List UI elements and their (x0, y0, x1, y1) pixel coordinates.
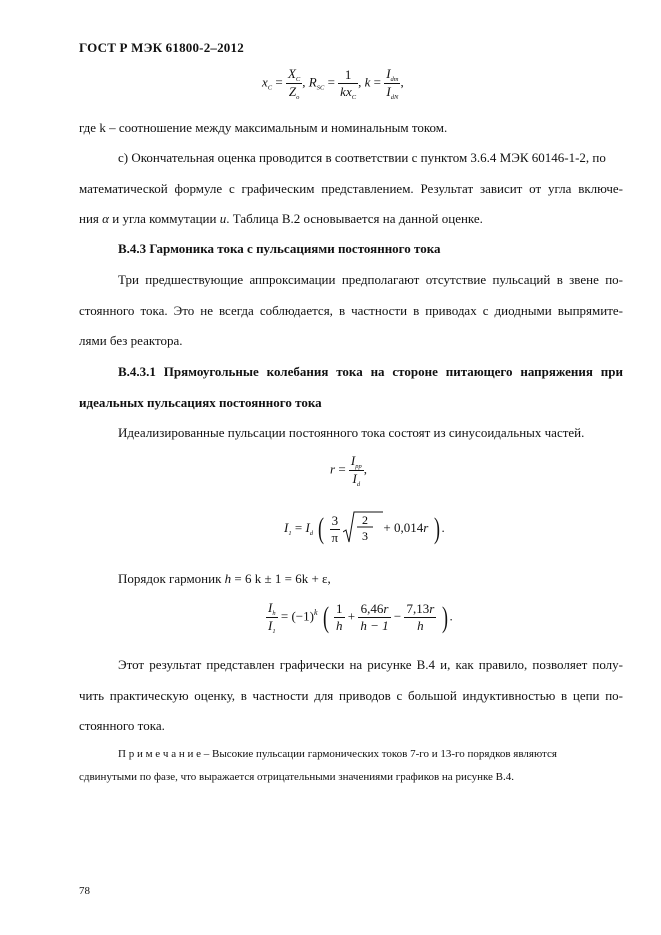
paragraph-result-line2: чить практическую оценку, в частности для приводов с большой индуктивностью в цепи по- (79, 688, 623, 703)
eq-sign: = (275, 74, 283, 90)
paragraph-three-line3: лями без реактора. (79, 333, 183, 348)
idn: I (386, 84, 391, 99)
right-paren: ) (441, 600, 448, 634)
three: 3 (362, 529, 369, 543)
idn-sub: dN (390, 94, 399, 101)
fraction-713 (404, 601, 436, 634)
text: ния (79, 211, 99, 226)
x-den-sub: C (351, 93, 357, 101)
alpha-symbol: α (102, 211, 109, 226)
formula-i1 (284, 510, 445, 548)
id-sub: d (309, 529, 314, 537)
r-fraction (349, 453, 364, 488)
idm: I (386, 66, 391, 81)
paragraph-order (118, 572, 331, 585)
sqrt-sign (343, 510, 383, 548)
id-sub: d (356, 481, 361, 488)
right-paren: ) (433, 512, 440, 545)
heading-b431-line2: идеальных пульсациях постоянного тока (79, 395, 322, 410)
k-exponent: k (313, 608, 318, 618)
num-646: 6,46 (360, 601, 384, 616)
paragraph-c-line2: математической формуле с графическим представлением. Результат зависит от угла включе- (79, 181, 623, 196)
xc-fraction (286, 66, 302, 101)
period: . (441, 519, 445, 535)
h: h (417, 618, 424, 633)
pi: π (331, 529, 339, 545)
text: = 6 k ± 1 = 6k + ε, (231, 571, 331, 586)
eq-sign: = (338, 461, 346, 477)
h: h (336, 618, 343, 633)
comma: , (302, 74, 306, 90)
eq-sign: = (294, 519, 303, 535)
paragraph-c-line1: c) Окончательная оценка проводится в соответствии с пунктом 3.6.4 МЭК 60146-1-2, по (118, 150, 606, 165)
paragraph-three-line1: Три предшествующие аппроксимации предполагают отсутствие пульсаций в звене по- (118, 272, 623, 287)
rsc-sub: SC (316, 84, 325, 92)
ih: I (268, 600, 273, 615)
two: 2 (362, 513, 369, 527)
three: 3 (330, 513, 341, 530)
note-label: П р и м е ч а н и е (118, 748, 201, 760)
i1-sub: 1 (272, 628, 276, 635)
x-den: x (345, 83, 352, 99)
eq-sign: = (373, 74, 381, 90)
period: . (449, 608, 453, 624)
ipp: I (350, 453, 356, 468)
note-text: – Высокие пульсации гармонических токов 7-го и 13-го порядков являются (203, 748, 557, 760)
rsc-fraction (338, 67, 358, 101)
comma: , (363, 461, 367, 477)
note-line1 (118, 749, 557, 760)
text: и угла коммутации (112, 211, 217, 226)
r-symbol: r (330, 461, 336, 477)
one: 1 (338, 67, 358, 84)
i1: I (268, 618, 273, 633)
three-over-pi (330, 513, 341, 546)
paragraph-k-definition: где k – соотношение между максимальным и номинальным током. (79, 120, 448, 135)
one: 1 (336, 601, 343, 616)
sqrt-icon (343, 510, 383, 544)
document-header: ГОСТ Р МЭК 61800-2–2012 (79, 40, 244, 55)
id: I (352, 471, 357, 486)
comma: , (400, 74, 404, 90)
rsc-symbol: R (308, 74, 317, 90)
paragraph-result-line3: стоянного тока. (79, 718, 165, 733)
paragraph-ideal: Идеализированные пульсации постоянного тока состоят из синусоидальных частей. (118, 425, 585, 440)
ih-sub: h (272, 610, 276, 617)
eq-sign: = (280, 608, 289, 624)
plus: + (347, 608, 356, 624)
minus-one: (−1) (291, 608, 314, 624)
plus-term: + 0,014 (383, 519, 424, 535)
h-minus-1: h − 1 (360, 618, 389, 633)
k-den: k (340, 83, 346, 99)
heading-b431-line1: В.4.3.1 Прямоугольные колебания тока на стороне питающего напряжения при (118, 364, 623, 379)
h-symbol: h (224, 571, 232, 586)
id: I (305, 519, 310, 535)
one-over-h (334, 601, 345, 634)
left-paren: ( (322, 600, 329, 634)
num-713: 7,13 (406, 601, 430, 616)
i1-sub: 1 (288, 529, 292, 537)
text: Порядок гармоник (118, 571, 222, 586)
paragraph-result-line1: Этот результат представлен графически на рисунке В.4 и, как правило, позволяет полу- (118, 657, 623, 672)
idm-sub: dm (390, 76, 399, 83)
ipp-sub: pp (355, 463, 362, 470)
r: r (429, 601, 435, 616)
xc-sub: C (267, 84, 273, 92)
r: r (383, 601, 389, 616)
xc-num: X (287, 66, 296, 81)
u-symbol: u (219, 211, 227, 226)
page-number: 78 (79, 885, 90, 897)
paragraph-three-line2: стоянного тока. Это не всегда соблюдается, в частности в приводах с диодными выпрямите- (79, 303, 623, 318)
formula-reactance (262, 66, 404, 101)
zo-sub: o (296, 94, 300, 101)
minus: − (393, 608, 402, 624)
formula-r (330, 453, 367, 488)
xc-symbol: x (262, 74, 268, 90)
k-fraction (384, 66, 400, 101)
fraction-646 (358, 601, 390, 634)
left-paren: ( (318, 512, 325, 545)
eq-sign: = (327, 74, 335, 90)
paragraph-c-line3 (79, 212, 483, 225)
r-symbol: r (423, 519, 429, 535)
k-symbol: k (364, 74, 371, 90)
ih-over-i1 (266, 600, 278, 635)
i1: I (284, 519, 289, 535)
xc-num-sub: C (295, 76, 301, 83)
comma: , (358, 74, 362, 90)
heading-b43: В.4.3 Гармоника тока с пульсациями постоянного тока (118, 241, 441, 256)
zo-den: Z (288, 84, 297, 99)
note-line2: сдвинутыми по фазе, что выражается отрицательными значениями графиков на рисунке В.4. (79, 771, 514, 783)
formula-ih (266, 600, 453, 635)
text: . Таблица В.2 основывается на данной оценке. (226, 211, 483, 226)
